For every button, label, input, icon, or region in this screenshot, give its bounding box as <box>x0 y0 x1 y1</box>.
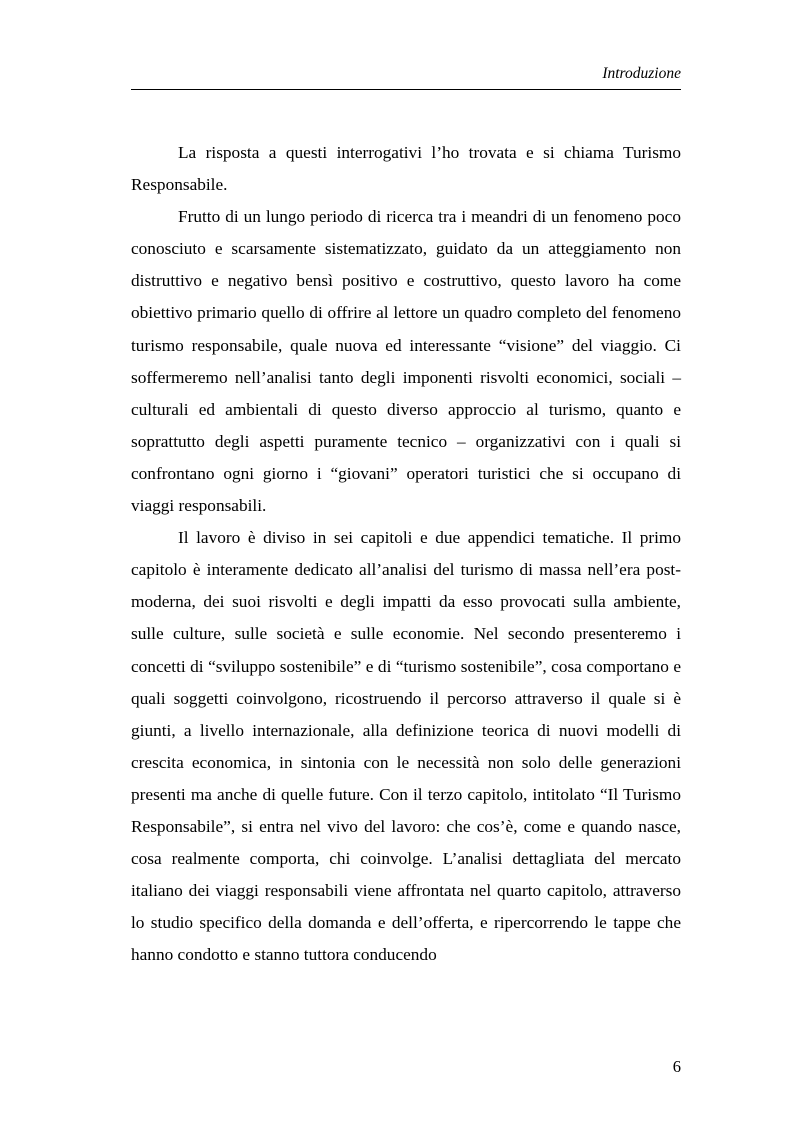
header-rule <box>131 89 681 90</box>
paragraph: Frutto di un lungo periodo di ricerca tra i meandri di un fenomeno poco conosciuto e scarsamente sistematizzato, guidato da un atteggiamento non distruttivo e negativo bensì positivo e costruttivo, questo lavoro ha come obiettivo primario quello di offrire al lettore un quadro completo del fenomeno turismo responsabile, quale nuova ed interessante “visione” del viaggio. Ci soffermeremo nell’analisi tanto degli imponenti risvolti economici, sociali – culturali ed ambientali di questo diverso approccio al turismo, quanto e soprattutto degli aspetti puramente tecnico – organizzativi con i quali si confrontano ogni giorno i “giovani” operatori turistici che si occupano di viaggi responsabili. <box>131 207 681 516</box>
page-number: 6 <box>672 1057 681 1076</box>
body-text <box>131 137 681 971</box>
running-header-title: Introduzione <box>602 65 681 82</box>
paragraph: Il lavoro è diviso in sei capitoli e due appendici tematiche. Il primo capitolo è interamente dedicato all’analisi del turismo di massa nell’era post-moderna, dei suoi risvolti e degli impatti da esso provocati sulla ambiente, sulle culture, sulle società e sulle economie. Nel secondo presenteremo i concetti di “sviluppo sostenibile” e di “turismo sostenibile”, cosa comportano e quali soggetti coinvolgono, ricostruendo il percorso attraverso il quale si è giunti, a livello internazionale, alla definizione teorica di nuovi modelli di crescita economica, in sintonia con le necessità non solo delle generazioni presenti ma anche di quelle future. Con il terzo capitolo, intitolato “Il Turismo Responsabile”, si entra nel vivo del lavoro: che cos’è, come e quando nasce, cosa realmente comporta, chi coinvolge. L’analisi dettagliata del mercato italiano dei viaggi responsabili viene affrontata nel quarto capitolo, attraverso lo studio specifico della domanda e dell’offerta, e ripercorrendo le tappe che hanno condotto e stanno tuttora conducendo <box>131 528 681 965</box>
paragraph: La risposta a questi interrogativi l’ho trovata e si chiama Turismo Responsabile. <box>131 143 681 195</box>
